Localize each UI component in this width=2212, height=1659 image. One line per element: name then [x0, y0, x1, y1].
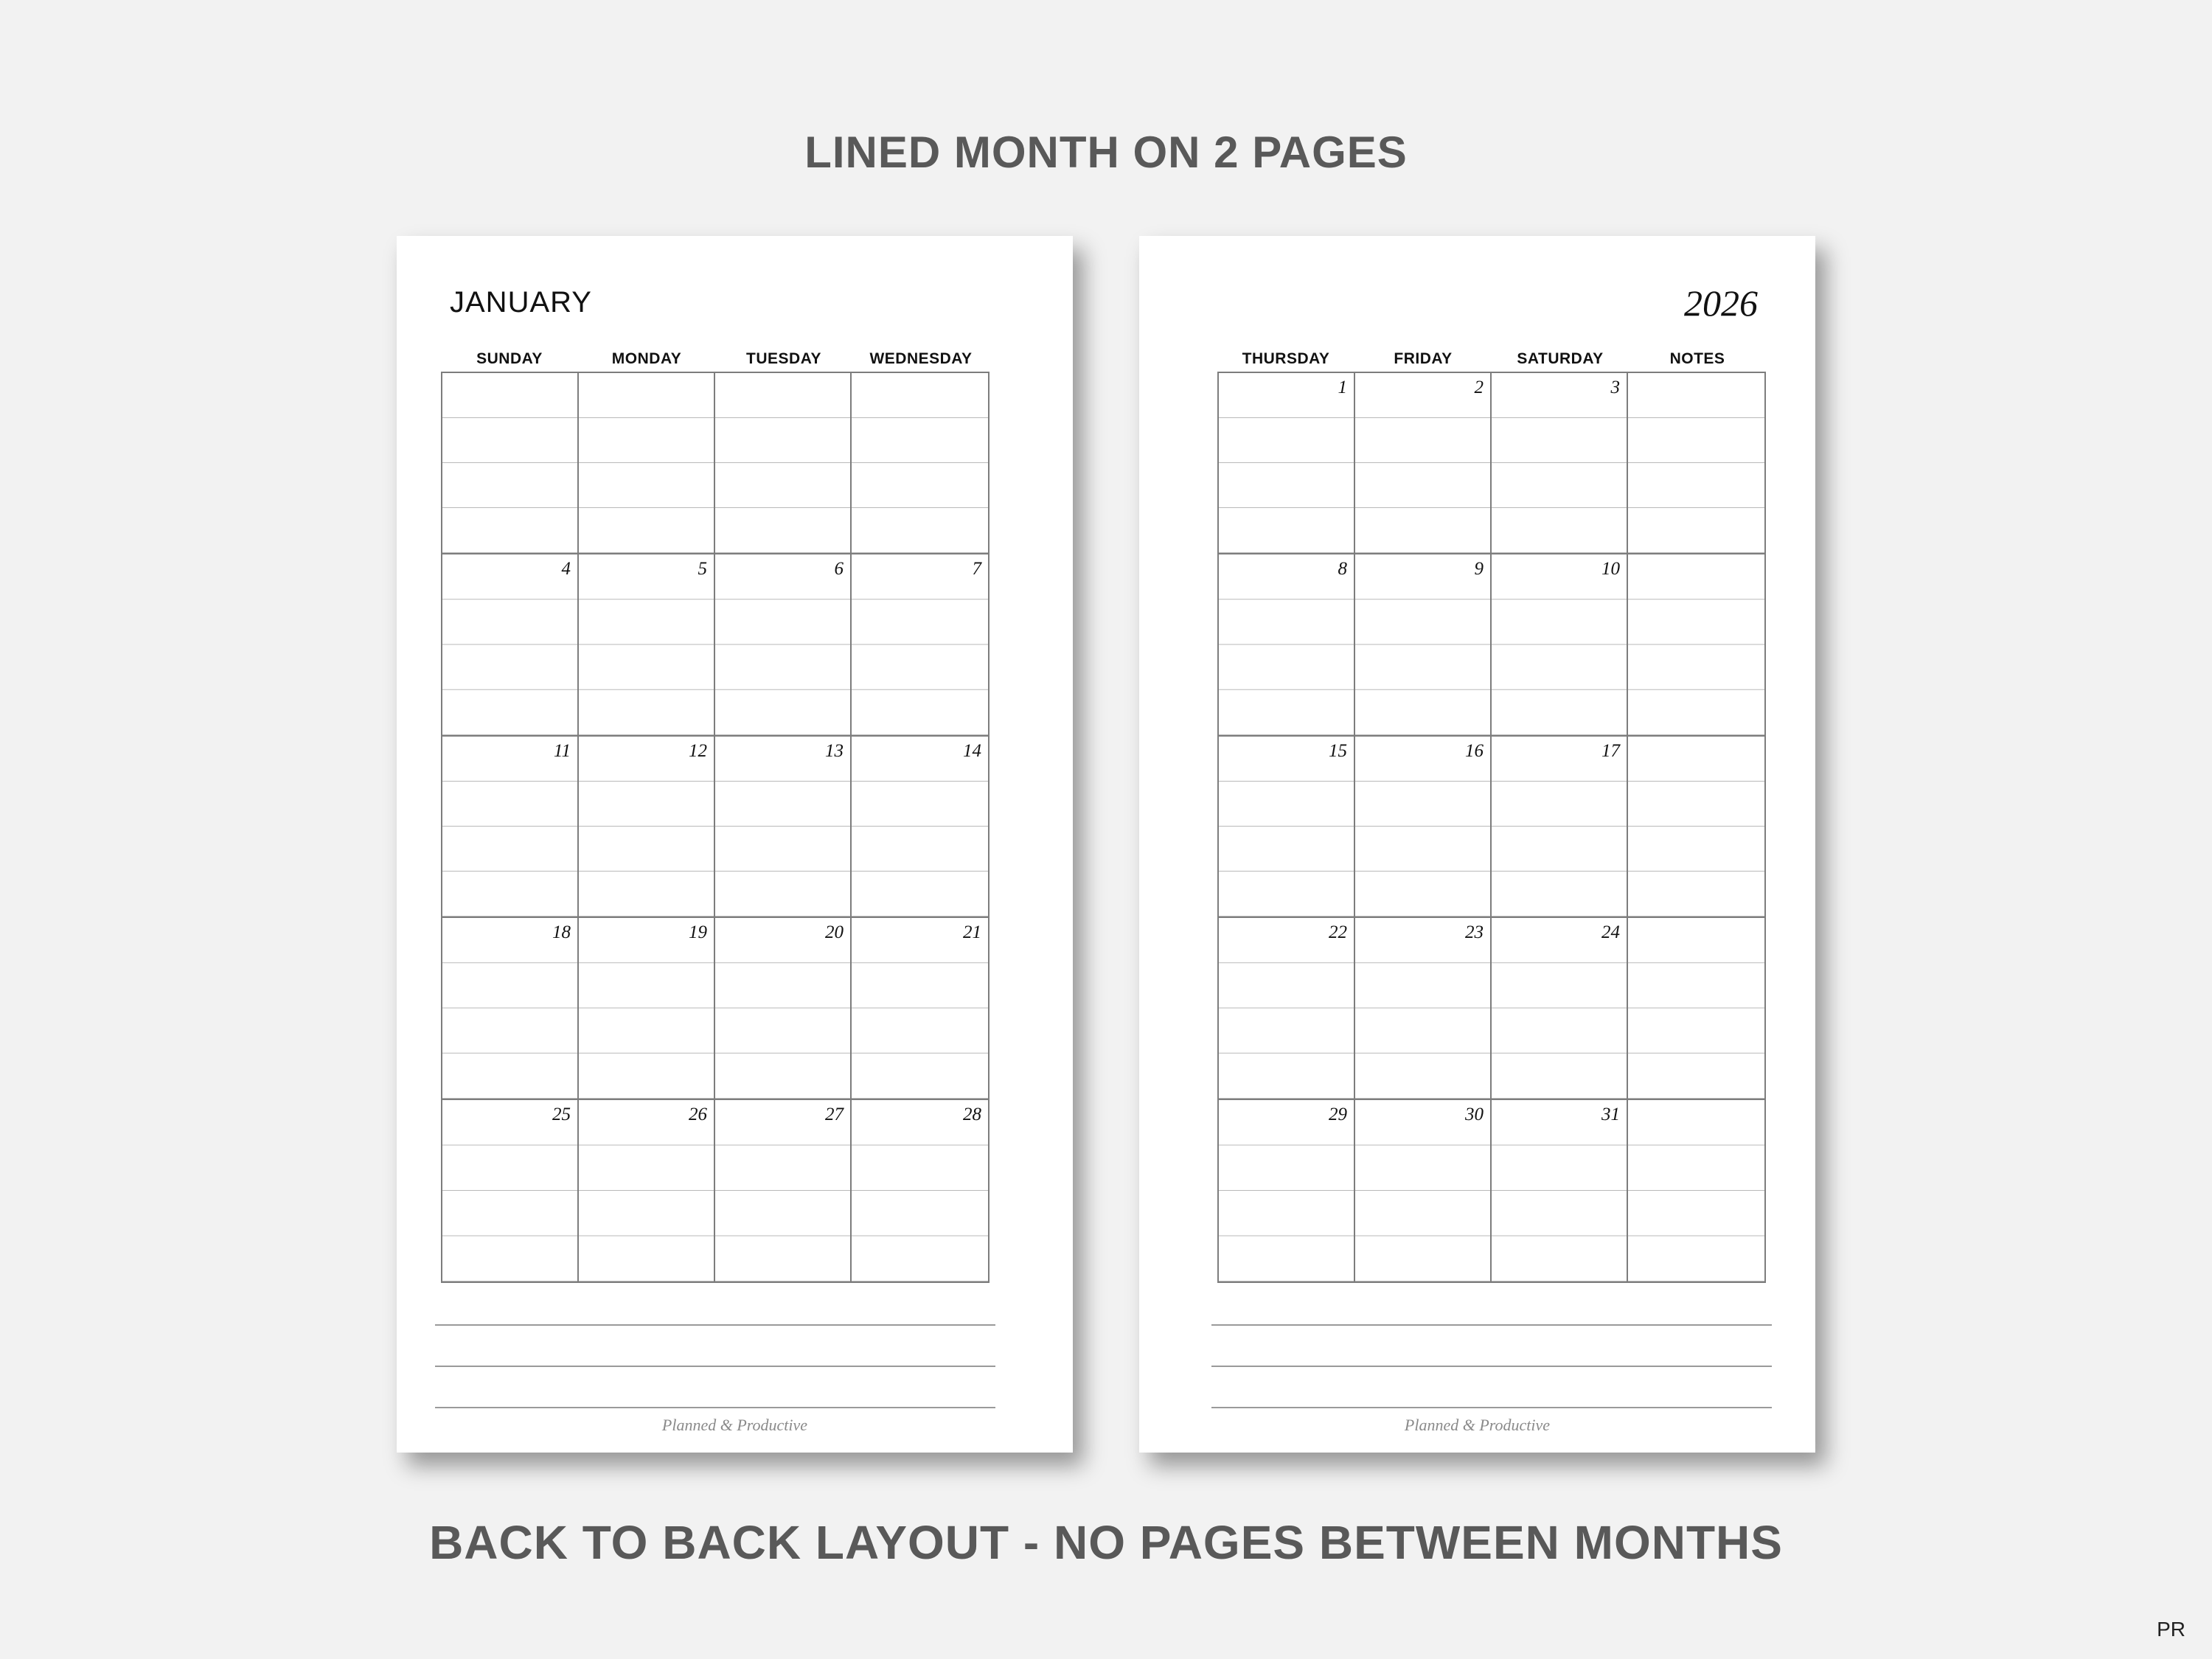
- day-number: 10: [1601, 559, 1620, 580]
- day-number: 7: [972, 559, 981, 580]
- day-number: 8: [1338, 559, 1347, 580]
- calendar-day-cell: [852, 373, 988, 554]
- calendar-day-cell: [579, 737, 715, 918]
- calendar-day-cell: [1492, 373, 1628, 554]
- calendar-day-cell: [442, 1100, 579, 1281]
- calendar-day-cell: [1355, 1100, 1492, 1281]
- page-subheadline: BACK TO BACK LAYOUT - NO PAGES BETWEEN MONTHS: [429, 1516, 1783, 1569]
- day-number: 30: [1465, 1104, 1484, 1124]
- day-number: 18: [552, 922, 571, 943]
- day-number: 22: [1329, 922, 1347, 943]
- calendar-day-cell: [1492, 1100, 1628, 1281]
- calendar-day-cell: [1355, 737, 1492, 918]
- calendar-day-cell: [1628, 554, 1764, 736]
- day-number: 24: [1601, 922, 1620, 943]
- calendar-grid: [1217, 372, 1766, 1283]
- calendar-day-cell: [442, 554, 579, 736]
- weekday-header-row: [1217, 350, 1766, 368]
- notes-line: [435, 1407, 995, 1408]
- notes-lines: [435, 1324, 995, 1427]
- calendar-day-cell: [1219, 918, 1355, 1099]
- notes-line: [1211, 1324, 1772, 1326]
- notes-line: [435, 1366, 995, 1367]
- calendar-day-cell: [442, 373, 579, 554]
- weekday-header: TUESDAY: [746, 350, 821, 367]
- day-number: 21: [963, 922, 981, 943]
- calendar-day-cell: [579, 373, 715, 554]
- day-number: 27: [825, 1104, 844, 1124]
- day-number: 20: [825, 922, 844, 943]
- weekday-header: SUNDAY: [476, 350, 543, 367]
- calendar-grid: [441, 372, 990, 1283]
- calendar-day-cell: [852, 1100, 988, 1281]
- calendar-day-cell: [1219, 373, 1355, 554]
- day-number: 17: [1601, 740, 1620, 761]
- calendar-day-cell: [579, 554, 715, 736]
- weekday-header: FRIDAY: [1394, 350, 1453, 367]
- day-number: 25: [552, 1104, 571, 1124]
- day-number: 11: [553, 740, 571, 761]
- day-number: 14: [963, 740, 981, 761]
- calendar-day-cell: [579, 918, 715, 1099]
- calendar-day-cell: [579, 1100, 715, 1281]
- right-planner-page: [1139, 236, 1815, 1453]
- calendar-day-cell: [852, 554, 988, 736]
- day-number: 31: [1601, 1104, 1620, 1124]
- year-title: 2026: [1684, 282, 1758, 324]
- calendar-day-cell: [715, 918, 852, 1099]
- day-number: 26: [689, 1104, 707, 1124]
- calendar-day-cell: [715, 373, 852, 554]
- calendar-day-cell: [1355, 373, 1492, 554]
- calendar-day-cell: [1492, 554, 1628, 736]
- calendar-day-cell: [1628, 918, 1764, 1099]
- day-number: 23: [1465, 922, 1484, 943]
- notes-line: [435, 1324, 995, 1326]
- day-number: 13: [825, 740, 844, 761]
- day-number: 4: [561, 559, 571, 580]
- calendar-day-cell: [715, 554, 852, 736]
- left-planner-page: [397, 236, 1073, 1453]
- notes-line: [1211, 1366, 1772, 1367]
- day-number: 16: [1465, 740, 1484, 761]
- notes-lines: [1211, 1324, 1772, 1427]
- corner-mark: PR: [2157, 1618, 2185, 1641]
- day-number: 5: [698, 559, 707, 580]
- calendar-day-cell: [442, 737, 579, 918]
- day-number: 15: [1329, 740, 1347, 761]
- day-number: 1: [1338, 378, 1347, 397]
- day-number: 19: [689, 922, 707, 943]
- calendar-day-cell: [715, 737, 852, 918]
- weekday-header: SATURDAY: [1517, 350, 1604, 367]
- calendar-day-cell: [1219, 554, 1355, 736]
- day-number: 28: [963, 1104, 981, 1124]
- brand-logo: Planned & Productive: [661, 1416, 808, 1434]
- calendar-day-cell: [852, 737, 988, 918]
- weekday-header-row: [441, 350, 990, 368]
- calendar-day-cell: [715, 1100, 852, 1281]
- calendar-day-cell: [1355, 918, 1492, 1099]
- calendar-day-cell: [1628, 737, 1764, 918]
- calendar-day-cell: [1492, 918, 1628, 1099]
- calendar-day-cell: [1628, 373, 1764, 554]
- day-number: 6: [834, 559, 844, 580]
- calendar-day-cell: [852, 918, 988, 1099]
- calendar-day-cell: [1355, 554, 1492, 736]
- day-number: 2: [1474, 378, 1484, 397]
- notes-header: NOTES: [1669, 350, 1725, 367]
- weekday-header: WEDNESDAY: [869, 350, 973, 367]
- day-number: 29: [1329, 1104, 1347, 1124]
- weekday-header: MONDAY: [611, 350, 682, 367]
- calendar-day-cell: [442, 918, 579, 1099]
- calendar-day-cell: [1219, 737, 1355, 918]
- month-title: JANUARY: [450, 286, 592, 319]
- day-number: 3: [1610, 378, 1620, 397]
- calendar-day-cell: [1628, 1100, 1764, 1281]
- notes-line: [1211, 1407, 1772, 1408]
- day-number: 9: [1474, 559, 1484, 580]
- brand-logo: Planned & Productive: [1404, 1416, 1551, 1434]
- page-headline: LINED MONTH ON 2 PAGES: [804, 128, 1408, 177]
- day-number: 12: [689, 740, 707, 761]
- calendar-day-cell: [1492, 737, 1628, 918]
- weekday-header: THURSDAY: [1242, 350, 1330, 367]
- calendar-day-cell: [1219, 1100, 1355, 1281]
